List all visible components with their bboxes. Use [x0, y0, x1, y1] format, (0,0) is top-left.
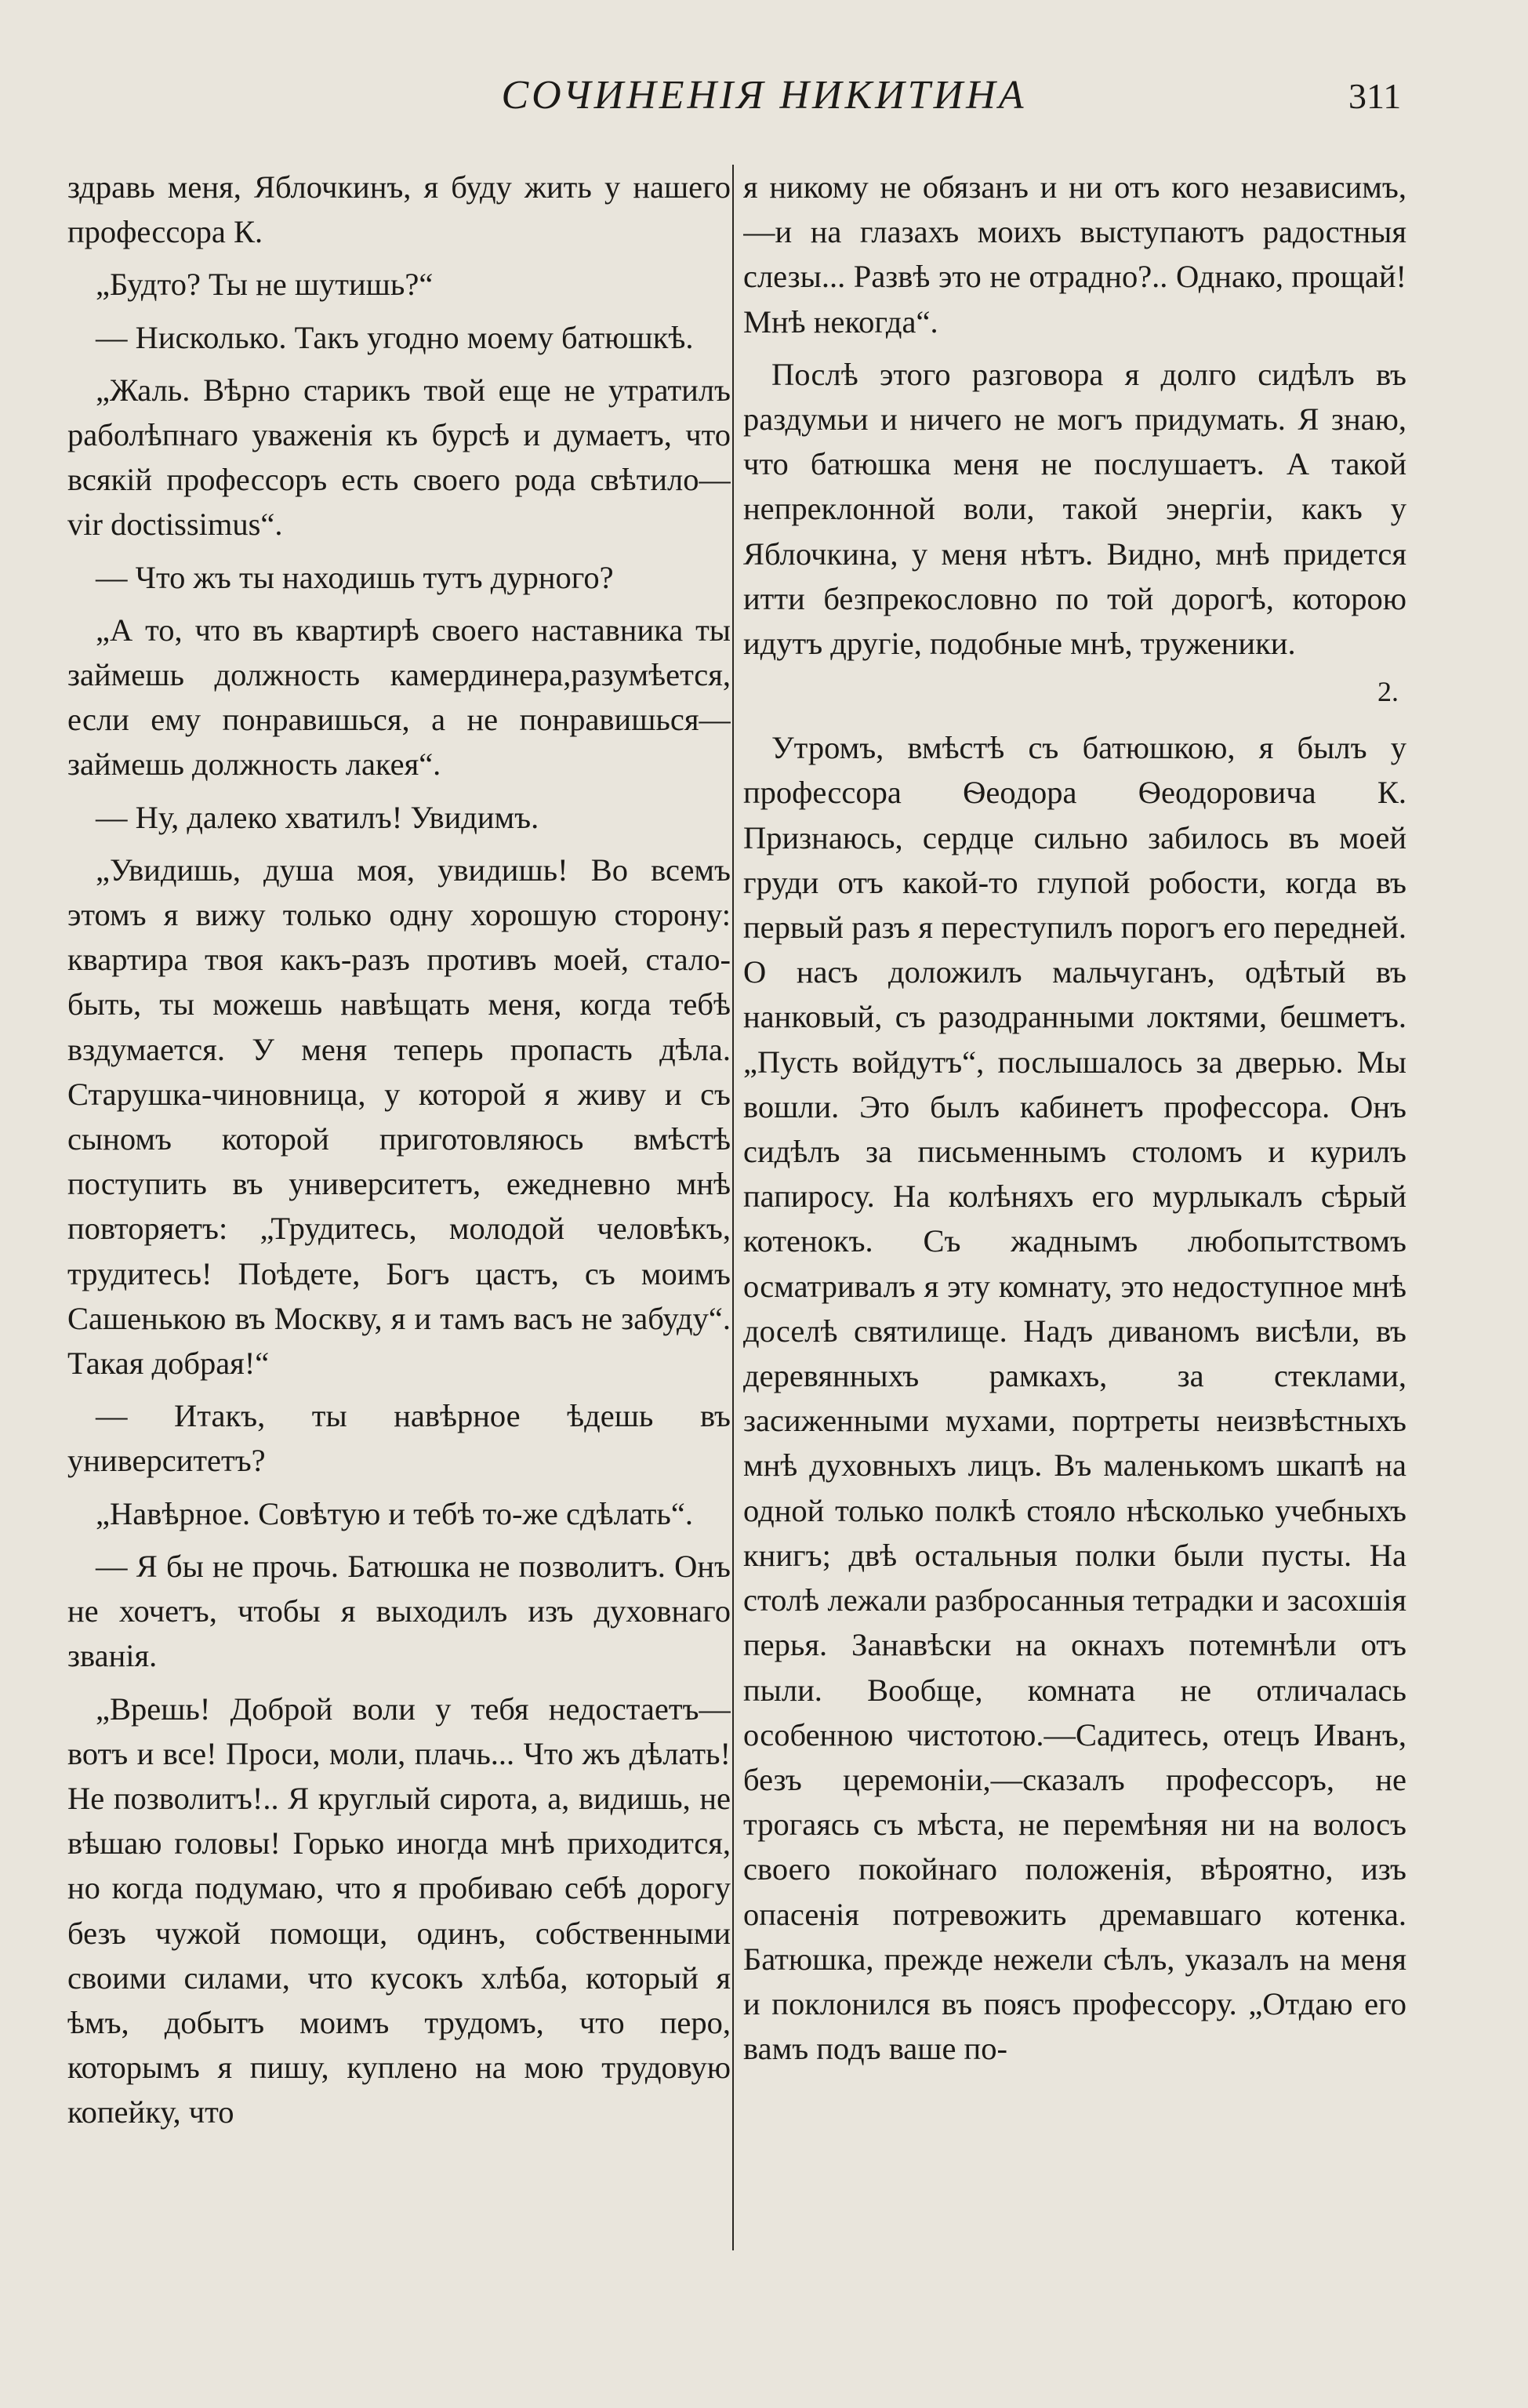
paragraph: Послѣ этого разговора я долго сидѣлъ въ раздумьи и ничего не могъ придумать. Я знаю, что батюшка меня не послушаетъ. А такой непреклонной воли, такой энергіи, какъ у Яблочкина, у меня нѣтъ. Видно, мнѣ придется итти безпрекословно по той дорогѣ, которою идутъ другіе, подобные мнѣ, труженики. [743, 356, 1406, 662]
right-column [743, 165, 1406, 2243]
column-divider [732, 165, 734, 2250]
paragraph: — Я бы не прочь. Батюшка не позволитъ. Онъ не хочетъ, чтобы я выходилъ изъ духовнаго званія. [67, 1548, 731, 1674]
paragraph: „Увидишь, душа моя, увидишь! Во всемъ этомъ я вижу только одну хорошую сторону: квартира твоя какъ-разъ противъ моей, стало-быть, ты можешь навѣщать меня, когда тебѣ вздумается. У меня теперь пропасть дѣла. Старушка-чиновница, у которой я живу и съ сыномъ которой приготовляюсь вмѣстѣ поступить въ университетъ, ежедневно мнѣ повторяетъ: „Трудитесь, молодой человѣкъ, трудитесь! Поѣдете, Богъ цастъ, съ моимъ Сашенькою въ Москву, я и тамъ васъ не забуду“. Такая добрая!“ [67, 852, 731, 1382]
paragraph: „А то, что въ квартирѣ своего наставника ты займешь должность камердинера,разумѣется, если ему понравишься, а не понравишься—займешь должность лакея“. [67, 612, 731, 783]
section-number: 2. [1377, 676, 1399, 708]
page-number: 311 [1348, 76, 1402, 116]
paragraph: „Навѣрное. Совѣтую и тебѣ то-же сдѣлать“. [96, 1495, 694, 1531]
paragraph: здравь меня, Яблочкинъ, я буду жить у нашего профессора К. [67, 169, 731, 250]
paragraph: я никому не обязанъ и ни отъ кого независимъ,—и на глазахъ моихъ выступаютъ радостныя слезы... Развѣ это не отрадно?.. Однако, прощай! Мнѣ некогда“. [743, 169, 1406, 340]
paragraph: — Нисколько. Такъ угодно моему батюшкѣ. [96, 319, 694, 355]
paragraph: — Ну, далеко хватилъ! Увидимъ. [96, 799, 539, 835]
left-column [67, 165, 731, 2243]
paragraph: „Врешь! Доброй воли у тебя недостаетъ—вотъ и все! Проси, моли, плачь... Что жъ дѣлать! Не позволитъ!.. Я круглый сирота, а, видишь, не вѣшаю головы! Горько иногда мнѣ приходится, но когда подумаю, что я пробиваю себѣ дорогу безъ чужой помощи, одинъ, собственными своими силами, что кусокъ хлѣба, который я ѣмъ, добытъ моимъ трудомъ, что перо, которымъ я пишу, куплено на мою трудовую копейку, что [67, 1691, 731, 2130]
paragraph: „Будто? Ты не шутишь?“ [96, 267, 434, 303]
running-title: СОЧИНЕНІЯ НИКИТИНА [501, 73, 1027, 118]
paragraph: — Итакъ, ты навѣрное ѣдешь въ университетъ? [67, 1398, 731, 1479]
paragraph: Утромъ, вмѣстѣ съ батюшкою, я былъ у профессора Ѳеодора Ѳеодоровича К. Признаюсь, сердце сильно забилось въ моей груди отъ какой-то глупой робости, когда въ первый разъ я переступилъ порогъ его передней. О насъ доложилъ мальчуганъ, одѣтый въ нанковый, съ разодранными локтями, бешметъ. „Пусть войдутъ“, послышалось за дверью. Мы вошли. Это былъ кабинетъ профессора. Онъ сидѣлъ за письменнымъ столомъ и курилъ папиросу. На колѣняхъ его мурлыкалъ сѣрый котенокъ. Съ жаднымъ любопытствомъ осматривалъ я эту комнату, это недоступное мнѣ доселѣ святилище. Надъ диваномъ висѣли, въ деревянныхъ рамкахъ, за стеклами, засиженными мухами, портреты неизвѣстныхъ мнѣ духовныхъ лицъ. Въ маленькомъ шкапѣ на одной только полкѣ стояло нѣсколько учебныхъ книгъ; двѣ остальныя полки были пусты. На столѣ лежали разбросанныя тетрадки и засохшія перья. Занавѣски на окнахъ потемнѣли отъ пыли. Вообще, комната не отличалась особенною чистотою.—Садитесь, отецъ Иванъ, безъ церемоніи,—сказалъ профессоръ, не трогаясь съ мѣста, не перемѣняя ни на волосъ своего покойнаго положенія, вѣроятно, изъ опасенія потревожить дремавшаго котенка. Батюшка, прежде нежели сѣлъ, указалъ на меня и поклонился въ поясъ профессору. „Отдаю его вамъ подъ ваше по- [743, 730, 1406, 2067]
paragraph: „Жаль. Вѣрно старикъ твой еще не утратилъ раболѣпнаго уваженія къ бурсѣ и думаетъ, что всякій профессоръ есть своего рода свѣтило—vir doctissimus“. [67, 372, 731, 543]
paragraph: — Что жъ ты находишь тутъ дурного? [96, 559, 614, 595]
